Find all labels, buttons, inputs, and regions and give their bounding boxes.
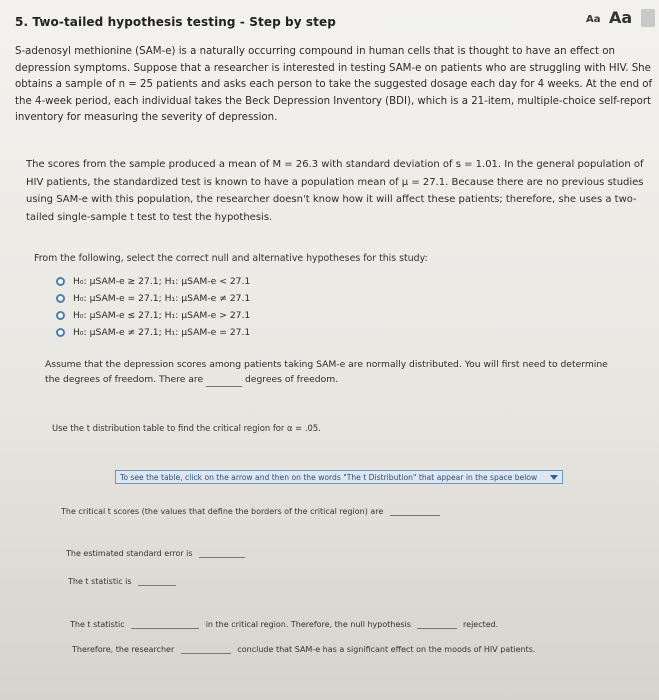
radio-button[interactable] xyxy=(56,277,65,286)
stderr-text: The estimated standard error is xyxy=(66,549,193,558)
stderr-line xyxy=(66,549,245,558)
df-answer-blank[interactable] xyxy=(206,386,242,387)
line2-a: Therefore, the researcher xyxy=(72,645,175,654)
font-increase-button[interactable]: Aa xyxy=(609,8,633,27)
ttable-instruction: Use the t distribution table to find the critical region for α = .05. xyxy=(52,423,321,433)
line1-a: The t statistic xyxy=(70,620,125,629)
radio-button[interactable] xyxy=(56,311,65,320)
font-decrease-button[interactable]: Aa xyxy=(586,14,601,25)
hypothesis-option-label: H₀: μSAM-e ≥ 27.1; H₁: μSAM-e < 27.1 xyxy=(73,276,251,287)
stderr-answer-blank[interactable] xyxy=(199,557,245,558)
scores-block xyxy=(15,152,655,248)
question-title: 5. Two-tailed hypothesis testing - Step by step xyxy=(15,15,336,29)
radio-button[interactable] xyxy=(56,328,65,337)
null-hypothesis-blank[interactable] xyxy=(417,628,457,629)
question-header xyxy=(0,0,659,36)
dropdown-label: To see the table, click on the arrow and then on the words "The t Distribution" that appear in the space below xyxy=(120,473,538,482)
hypothesis-option-label: H₀: μSAM-e ≠ 27.1; H₁: μSAM-e = 27.1 xyxy=(73,327,251,338)
hypothesis-option-3[interactable] xyxy=(56,310,250,321)
chevron-down-icon[interactable] xyxy=(550,475,558,480)
df-text-after: degrees of freedom. xyxy=(244,374,339,385)
critical-answer-blank[interactable] xyxy=(390,515,440,516)
hypothesis-option-4[interactable] xyxy=(56,327,250,338)
df-paragraph xyxy=(45,357,625,387)
t-distribution-dropdown[interactable] xyxy=(115,470,563,484)
line1-c: rejected. xyxy=(463,620,499,629)
tstat-text: The t statistic is xyxy=(68,577,132,586)
critical-line xyxy=(61,507,440,516)
line2-b: conclude that SAM-e has a significant effect on the moods of HIV patients. xyxy=(237,645,536,654)
hypothesis-option-1[interactable] xyxy=(56,276,250,287)
critical-region-line xyxy=(70,620,498,629)
tstat-line xyxy=(68,577,176,586)
tstat-answer-blank[interactable] xyxy=(138,585,176,586)
radio-button[interactable] xyxy=(56,294,65,303)
hypotheses-prompt: From the following, select the correct null and alternative hypotheses for this study: xyxy=(34,253,428,264)
conclusion-line xyxy=(72,645,535,654)
line1-b: in the critical region. Therefore, the null hypothesis xyxy=(205,620,411,629)
tstat-region-blank[interactable] xyxy=(131,628,199,629)
researcher-blank[interactable] xyxy=(181,653,231,654)
document-icon[interactable] xyxy=(641,9,655,27)
hypothesis-option-label: H₀: μSAM-e ≤ 27.1; H₁: μSAM-e > 27.1 xyxy=(73,310,251,321)
hypothesis-option-2[interactable] xyxy=(56,293,250,304)
df-text-before: Assume that the depression scores among patients taking SAM-e are normally distributed. You will first need to determine the degrees of freedom. There are xyxy=(45,359,608,385)
scores-paragraph: The scores from the sample produced a mean of M = 26.3 with standard deviation of s = 1.01. In the general population of HIV patients, the standardized test is known to have a population mean of μ = 27.1. Because there are no previous studies using SAM-e with this population, the researcher doesn't know how it will affect these patients; therefore, she uses a two-tailed single-sample t test to test the hypothesis. xyxy=(26,159,644,223)
critical-text: The critical t scores (the values that define the borders of the critical region) are xyxy=(61,507,384,516)
intro-paragraph: S-adenosyl methionine (SAM-e) is a naturally occurring compound in human cells that is thought to have an effect on depression symptoms. Suppose that a researcher is interested in testing SAM-e on patients who are struggling with HIV. She obtains a sample of n = 25 patients and asks each person to take the suggested dosage each day for 4 weeks. At the end of the 4-week period, each individual takes the Beck Depression Inventory (BDI), which is a 21-item, multiple-choice self-report inventory for measuring the severity of depression. xyxy=(15,46,653,123)
hypothesis-option-label: H₀: μSAM-e = 27.1; H₁: μSAM-e ≠ 27.1 xyxy=(73,293,251,304)
